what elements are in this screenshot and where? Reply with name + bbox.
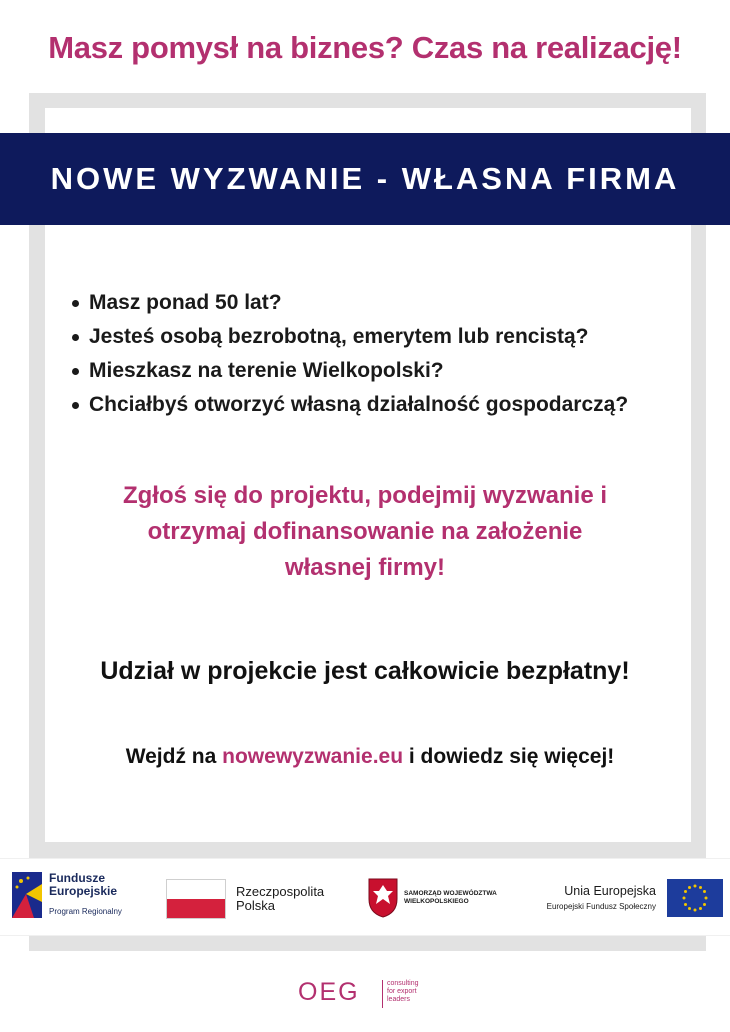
call-to-action [60,478,670,586]
eligibility-list [72,286,692,422]
list-item: Chciałbyś otworzyć własną działalność gospodarczą? [72,388,692,422]
unia-europejska-label: Unia Europejska [564,884,656,898]
website-link[interactable]: nowewyzwanie.eu [222,745,404,768]
bullet-icon [72,300,79,307]
oeg-divider [382,980,383,1008]
banner-title: NOWE WYZWANIE - WŁASNA FIRMA [50,161,680,196]
program-regionalny-label: Program Regionalny [49,907,122,916]
list-item: Jesteś osobą bezrobotną, emerytem lub rencistą? [72,320,692,354]
visit-website-line [40,745,700,769]
wielkopolska-coat-of-arms-icon [367,877,399,919]
callout-line: otrzymaj dofinansowanie na założenie [147,518,583,545]
callout-line: własnej firmy! [284,554,446,581]
callout-line: Zgłoś się do projektu, podejmij wyzwanie i [122,482,608,509]
list-item: Mieszkasz na terenie Wielkopolski? [72,354,692,388]
free-participation-note: Udział w projekcie jest całkowicie bezpłatny! [100,657,630,685]
samorzad-wojewodztwa-label: SAMORZĄD WOJEWÓDZTWA WIELKOPOLSKIEGO [404,890,497,905]
title-banner [0,133,730,225]
page-headline: Masz pomysł na biznes? Czas na realizację! [48,30,682,65]
list-item: Masz ponad 50 lat? [72,286,692,320]
visit-prefix: Wejdź na [125,745,217,768]
bullet-icon [72,334,79,341]
bullet-icon [72,368,79,375]
visit-suffix: i dowiedz się więcej! [408,745,615,768]
rzeczpospolita-label: Rzeczpospolita Polska [236,884,325,913]
efs-label: Europejski Fundusz Społeczny [546,902,656,911]
fundusze-europejskie-label: Fundusze Europejskie [49,871,118,898]
oeg-tagline: consulting for export leaders [387,980,419,1003]
eu-flag-icon [667,879,723,917]
polish-flag-icon [166,879,226,919]
fundusze-europejskie-icon [12,872,42,918]
bullet-icon [72,402,79,409]
oeg-logo: OEG [298,978,360,1006]
